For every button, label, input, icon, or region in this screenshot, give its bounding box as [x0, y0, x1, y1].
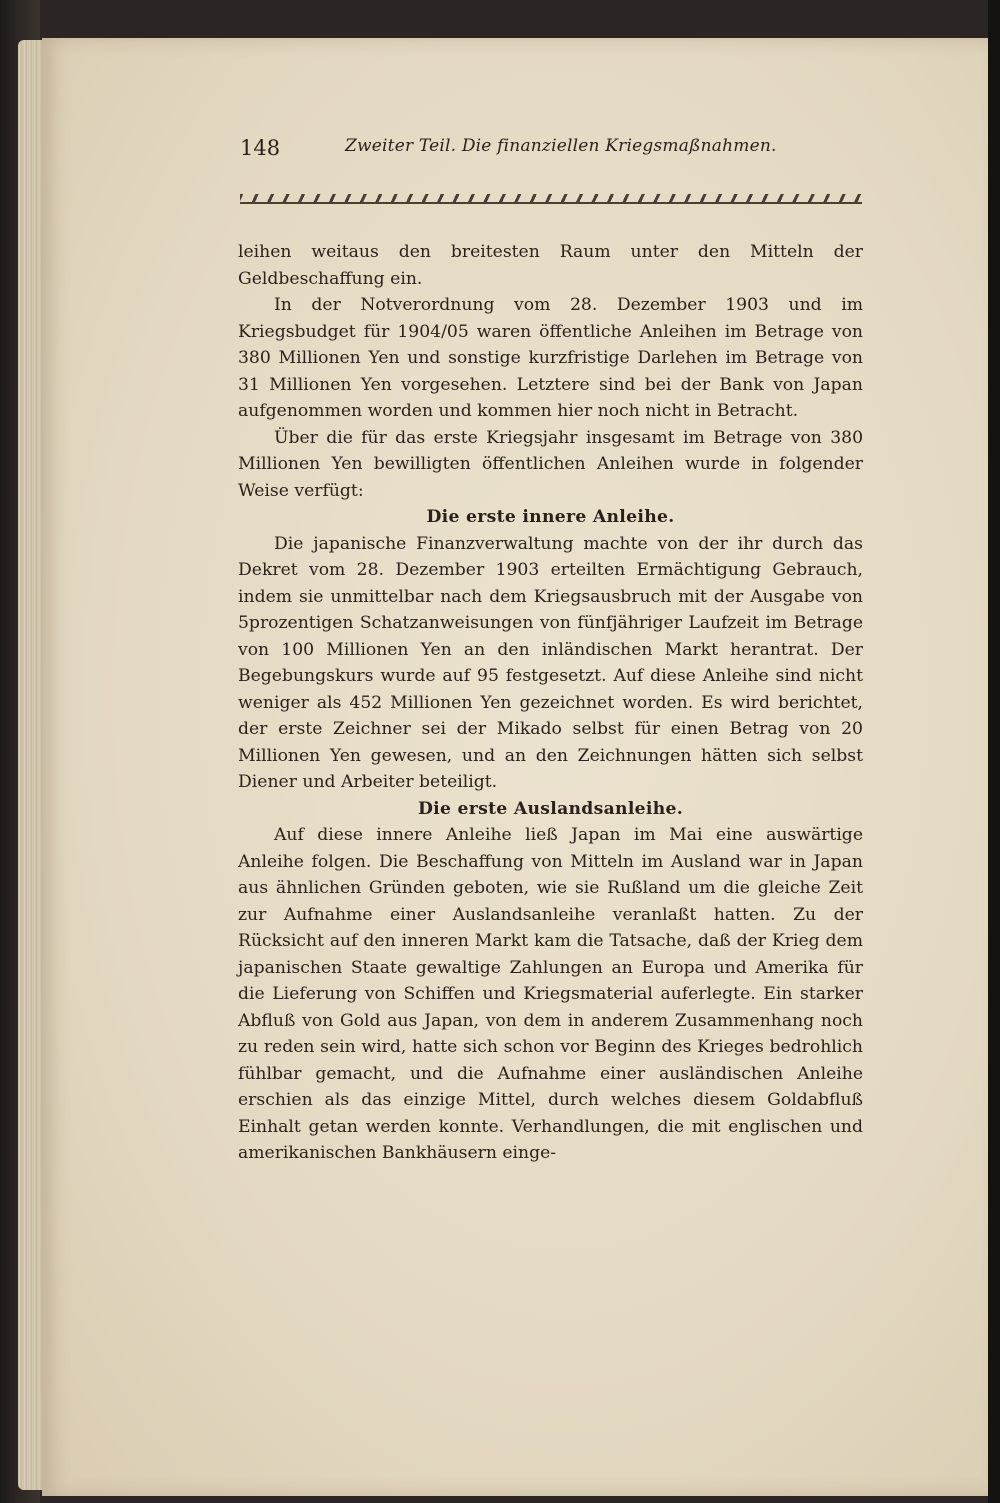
scan-right-edge: [988, 0, 1000, 1503]
section-heading-inner-loan: Die erste innere Anleihe.: [426, 507, 675, 527]
page-header: [240, 128, 860, 168]
paragraph-1: leihen weitaus den breitesten Raum unter den Mitteln der Geldbeschaffung ein.: [238, 242, 863, 289]
paragraph-4: Die japanische Finanzverwaltung machte von der ihr durch das Dekret vom 28. Dezember 1903 erteilten Ermächtigung Gebrauch, indem sie unmittelbar nach dem Kriegsausbruch mit der Ausgabe von 5prozentigen Schatzanweisungen von fünfjähriger Laufzeit im Betrage von 100 Millionen Yen an den inländischen Markt herantrat. Der Begebungskurs wurde auf 95 festgesetzt. Auf diese Anleihe sind nicht weniger als 452 Millionen Yen gezeichnet worden. Es wird berichtet, der erste Zeichner sei der Mikado selbst für einen Betrag von 20 Millionen Yen gewesen, und an den Zeichnungen hätten sich selbst Diener und Arbeiter beteiligt.: [238, 533, 863, 792]
page-number: 148: [240, 136, 281, 160]
paragraph-3: Über die für das erste Kriegsjahr insgesamt im Betrage von 380 Millionen Yen bewilligten öffentlichen Anleihen wurde in folgender Weise verfügt:: [238, 427, 863, 501]
section-heading-foreign-loan: Die erste Auslandsanleihe.: [417, 798, 684, 819]
paragraph-5: Auf diese innere Anleihe ließ Japan im Mai eine auswärtige Anleihe folgen. Die Beschaffung von Mitteln im Ausland war in Japan aus ähnlichen Gründen geboten, wie sie Rußland um die gleiche Zeit zur Aufnahme einer Auslandsanleihe veranlaßt hatten. Zu der Rücksicht auf den inneren Markt kam die Tatsache, daß der Krieg dem japanischen Staate gewaltige Zahlungen an Europa und Amerika für die Lieferung von Schiffen und Kriegsmaterial auferlegte. Ein starker Abfluß von Gold aus Japan, von dem in anderem Zusammenhang noch zu reden sein wird, hatte sich schon vor Beginn des Krieges bedrohlich fühlbar gemacht, und die Aufnahme einer ausländischen Anleihe erschien als das einzige Mittel, durch welches diesem Goldabfluß Einhalt getan werden konnte. Verhandlungen, die mit englischen und amerikanischen Bankhäusern einge-: [238, 825, 863, 1163]
paragraph-2: In der Notverordnung vom 28. Dezember 1903 und im Kriegsbudget für 1904/05 waren öffentliche Anleihen im Betrage von 380 Millionen Yen und sonstige kurzfristige Darlehen im Betrage von 31 Millionen Yen vorgesehen. Letztere sind bei der Bank von Japan aufgenommen worden und kommen hier noch nicht in Betracht.: [238, 295, 863, 421]
running-title: Zweiter Teil. Die finanziellen Kriegsmaßnahmen.: [345, 136, 777, 156]
decorative-rule: [240, 194, 862, 204]
body-text: [238, 239, 863, 1167]
